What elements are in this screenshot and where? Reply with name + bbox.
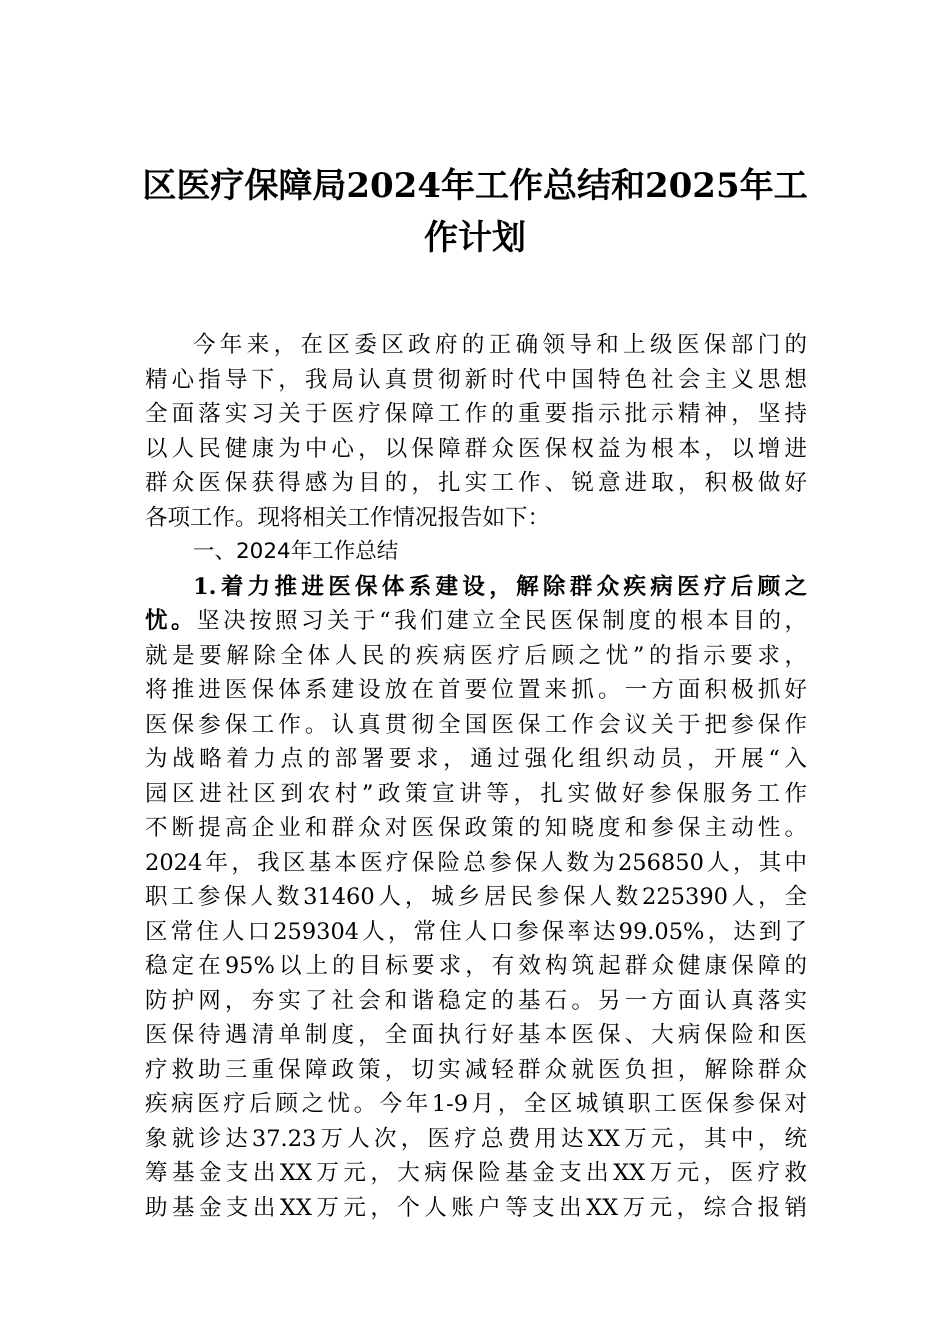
item1-bold-lead: 忧。: [145, 608, 198, 634]
intro-line: 精心指导下，我局认真贯彻新时代中国特色社会主义思想: [145, 366, 807, 393]
item1-line: [145, 604, 807, 639]
item1-line: 疾病医疗后顾之忧。今年1-9月，全区城镇职工医保参保对: [145, 1091, 807, 1117]
item1-line: 2024年，我区基本医疗保险总参保人数为256850人，其中: [145, 849, 807, 876]
intro-line: 以人民健康为中心，以保障群众医保权益为根本，以增进: [145, 435, 807, 462]
item1-line: 象就诊达37.23万人次，医疗总费用达XX万元，其中，统: [145, 1125, 807, 1152]
title-line-2: 作计划: [424, 218, 526, 258]
title-line-1: 区医疗保障局2024年工作总结和2025年工: [142, 166, 808, 206]
item1-bold-heading: 1.着力推进医保体系建设，解除群众疾病医疗后顾之: [193, 573, 807, 600]
item1-line: 区常住人口259304人，常住人口参保率达99.05%，达到了: [145, 918, 807, 945]
item1-line: 医保待遇清单制度，全面执行好基本医保、大病保险和医: [145, 1022, 807, 1048]
intro-line: 今年来，在区委区政府的正确领导和上级医保部门的: [193, 332, 807, 358]
item1-line: 疗救助三重保障政策，切实减轻群众就医负担，解除群众: [145, 1056, 807, 1083]
item1-line: 不断提高企业和群众对医保政策的知晓度和参保主动性。: [145, 815, 807, 841]
item1-line: 稳定在95%以上的目标要求，有效构筑起群众健康保障的: [145, 953, 807, 979]
item1-paragraph: [145, 570, 807, 1226]
document-title: [120, 160, 830, 264]
item1-line: 园区进社区到农村”政策宣讲等，扎实做好参保服务工作: [145, 780, 807, 807]
intro-line: 各项工作。现将相关工作情况报告如下：: [145, 504, 551, 531]
intro-line: 群众医保获得感为目的，扎实工作、锐意进取，积极做好: [145, 470, 807, 496]
item1-line: 助基金支出XX万元，个人账户等支出XX万元，综合报销: [145, 1194, 807, 1221]
item1-line: 将推进医保体系建设放在首要位置来抓。一方面积极抓好: [145, 677, 807, 703]
item1-line: 就是要解除全体人民的疾病医疗后顾之忧”的指示要求，: [145, 642, 807, 669]
intro-paragraph: [145, 328, 807, 535]
item1-line: 筹基金支出XX万元，大病保险基金支出XX万元，医疗救: [145, 1160, 807, 1186]
section-heading: 一、2024年工作总结: [193, 539, 399, 564]
document-body: [145, 328, 807, 1225]
item1-line: 医保参保工作。认真贯彻全国医保工作会议关于把参保作: [145, 711, 807, 738]
item1-line: 为战略着力点的部署要求，通过强化组织动员，开展“入: [145, 746, 807, 772]
item1-line: 职工参保人数31460人，城乡居民参保人数225390人，全: [145, 884, 807, 910]
intro-line: 全面落实习关于医疗保障工作的重要指示批示精神，坚持: [145, 401, 807, 427]
item1-line: 防护网，夯实了社会和谐稳定的基石。另一方面认真落实: [145, 987, 807, 1014]
item1-line-rest: 坚决按照习关于“我们建立全民医保制度的根本目的，: [197, 608, 807, 634]
